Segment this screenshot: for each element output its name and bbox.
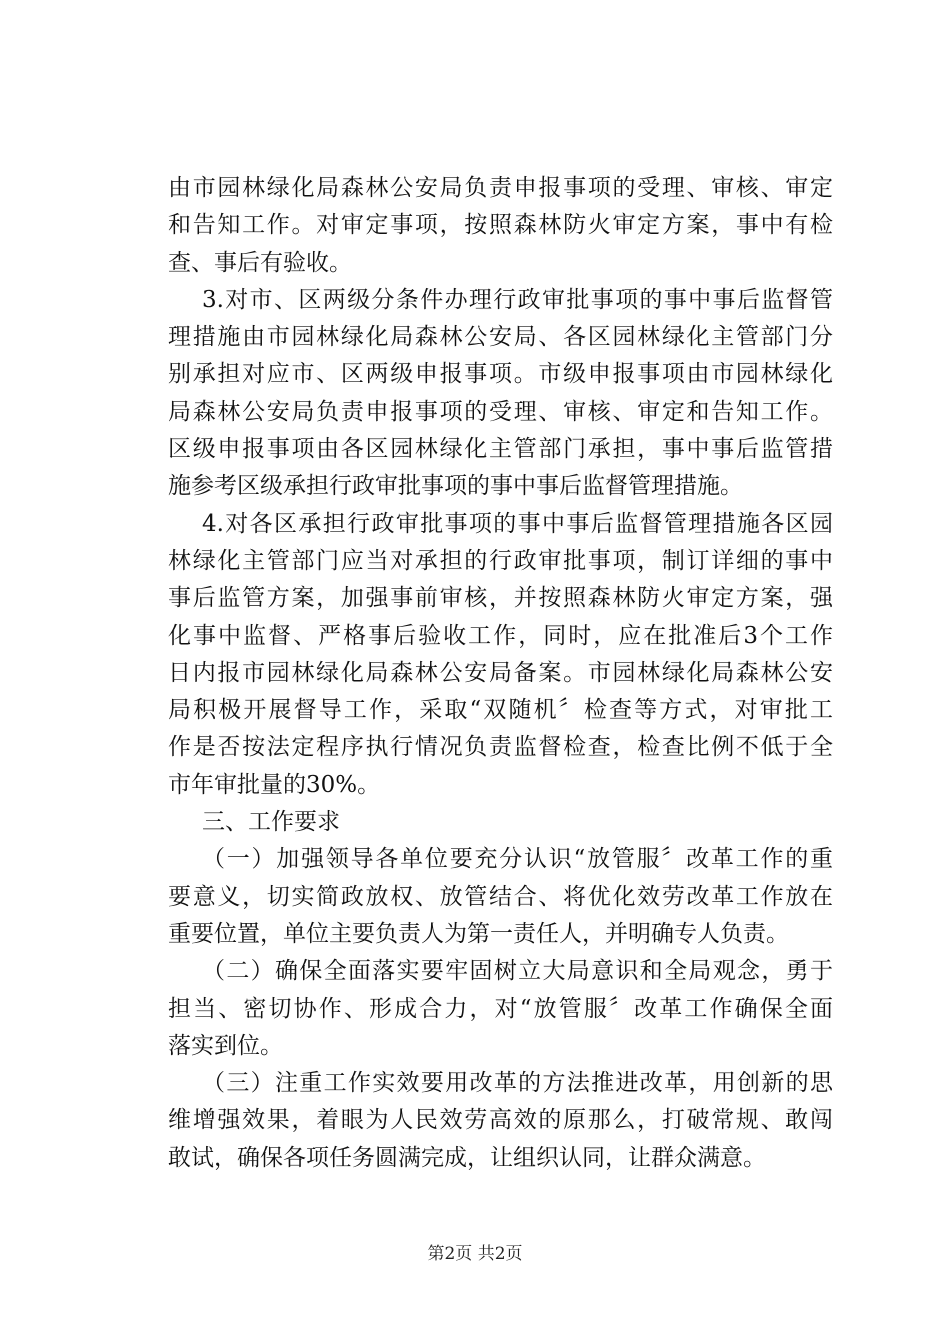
text-line: 担当、密切协作、形成合力，对“放管服〞改革工作确保全面 (168, 995, 833, 1022)
text-line: 区级申报事项由各区园林绿化主管部门承担，事中事后监管措 (168, 436, 833, 463)
text-line: 和告知工作。对审定事项，按照森林防火审定方案，事中有检 (168, 212, 833, 239)
text-line: 维增强效果，着眼为人民效劳高效的原那么，打破常规、敢闯 (168, 1107, 833, 1134)
text-line: 日内报市园林绿化局森林公安局备案。市园林绿化局森林公安 (168, 659, 833, 686)
text-line: 市年审批量的30%。 (168, 771, 381, 798)
text-line: 局森林公安局负责申报事项的受理、审核、审定和告知工作。 (168, 398, 833, 425)
text-line: 重要位置，单位主要负责人为第一责任人，并明确专人负责。 (168, 920, 789, 947)
text-line: （二）确保全面落实要牢固树立大局意识和全局观念，勇于 (202, 958, 833, 985)
text-line: 作是否按法定程序执行情况负责监督检查，检查比例不低于全 (168, 734, 833, 761)
text-line: 局积极开展督导工作，采取“双随机〞检查等方式，对审批工 (168, 697, 833, 724)
text-line: 三、工作要求 (202, 809, 340, 836)
text-line: 别承担对应市、区两级申报事项。市级申报事项由市园林绿化 (168, 361, 833, 388)
text-line: 施参考区级承担行政审批事项的事中事后监督管理措施。 (168, 473, 743, 500)
text-line: （一）加强领导各单位要充分认识“放管服〞改革工作的重 (202, 846, 833, 873)
text-line: 化事中监督、严格事后验收工作，同时，应在批准后3个工作 (168, 622, 833, 649)
document-body (168, 170, 833, 1177)
text-line: 理措施由市园林绿化局森林公安局、各区园林绿化主管部门分 (168, 324, 833, 351)
text-line: 林绿化主管部门应当对承担的行政审批事项，制订详细的事中 (168, 547, 833, 574)
text-line: 3.对市、区两级分条件办理行政审批事项的事中事后监督管 (202, 286, 833, 313)
text-line: 查、事后有验收。 (168, 249, 352, 276)
text-line: 4.对各区承担行政审批事项的事中事后监督管理措施各区园 (202, 510, 833, 537)
text-line: 事后监管方案，加强事前审核，并按照森林防火审定方案，强 (168, 585, 833, 612)
text-line: 敢试，确保各项任务圆满完成，让组织认同，让群众满意。 (168, 1144, 766, 1171)
text-line: （三）注重工作实效要用改革的方法推进改革，用创新的思 (202, 1070, 833, 1097)
text-line: 由市园林绿化局森林公安局负责申报事项的受理、审核、审定 (168, 175, 833, 201)
text-line: 要意义，切实简政放权、放管结合、将优化效劳改革工作放在 (168, 883, 833, 910)
text-line: 落实到位。 (168, 1032, 283, 1059)
page-footer: 第2页 共2页 (427, 1244, 523, 1264)
